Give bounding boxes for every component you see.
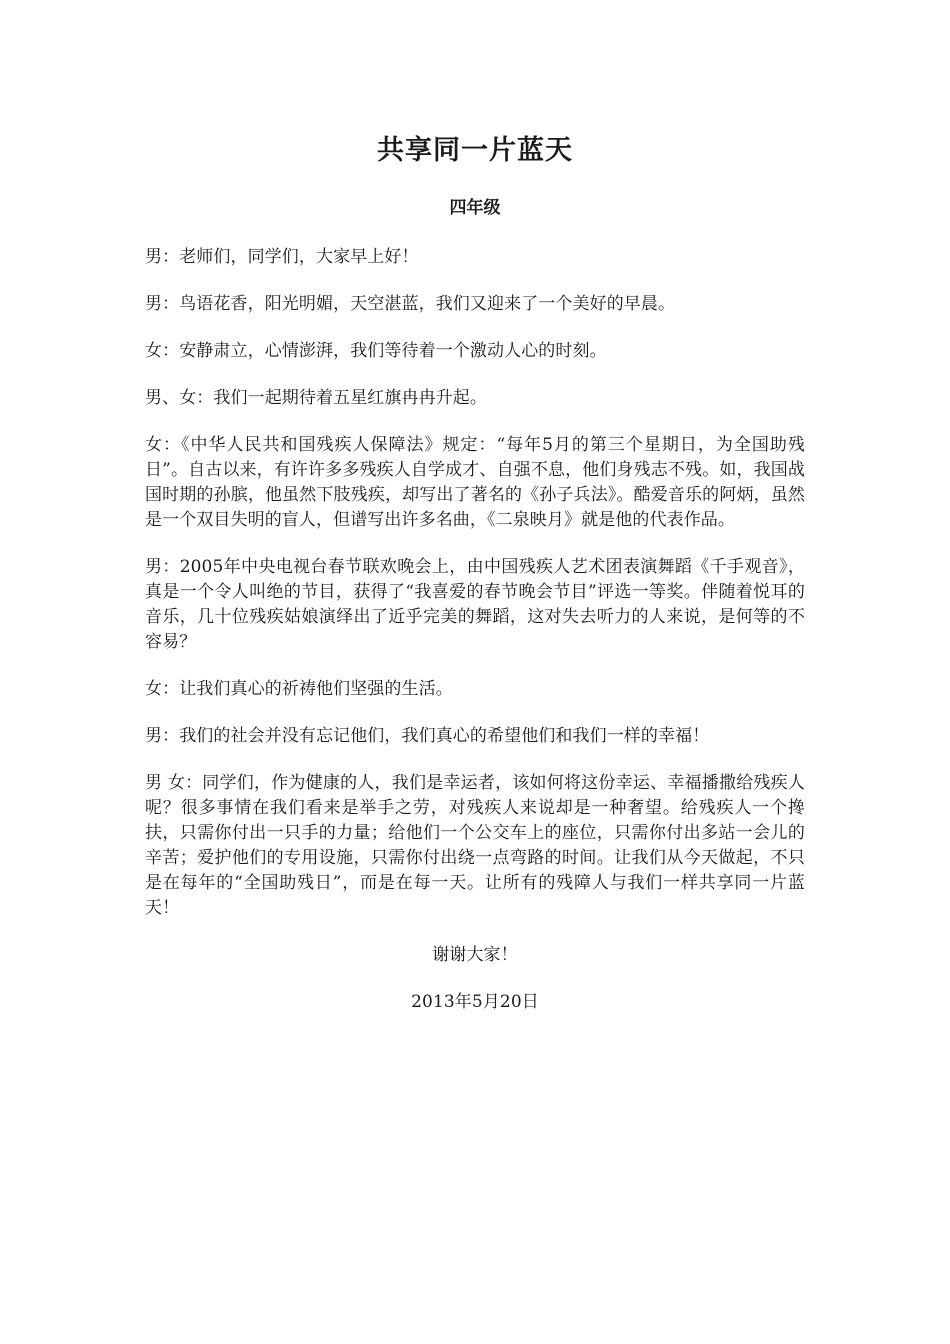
paragraph-morning: 男：鸟语花香，阳光明媚，天空湛蓝，我们又迎来了一个美好的早晨。 <box>145 294 676 314</box>
closing-thanks: 谢谢大家！ <box>432 945 518 965</box>
document-subtitle: 四年级 <box>449 198 501 218</box>
document-body <box>145 132 805 1015</box>
paragraph-waiting: 女：安静肃立，心情澎湃，我们等待着一个激动人心的时刻。 <box>145 341 607 361</box>
paragraph-call-to-action: 男 女：同学们，作为健康的人，我们是幸运者，该如何将这份幸运、幸福播撒给残疾人呢？很多事情在我们看来是举手之劳，对残疾人来说却是一种奢望。给残疾人一个搀扶，只需你付出一只手的力量；给他们一个公交车上的座位，只需你付出多站一会儿的辛苦；爱护他们的专用设施，只需你付出绕一点弯路的时间。让我们从今天做起，不只是在每年的“全国助残日”，而是在每一天。让所有的残障人与我们一样共享同一片蓝天！ <box>145 773 805 918</box>
paragraph-disability-day: 女：《中华人民共和国残疾人保障法》规定：“每年5月的第三个星期日，为全国助残日”。自古以来，有许许多多残疾人自学成才、自强不息，他们身残志不残。如，我国战国时期的孙膑，他虽然下肢残疾，却写出了著名的《孙子兵法》。酷爱音乐的阿炳，虽然是一个双目失明的盲人，但谱写出许多名曲，《二泉映月》就是他的代表作品。 <box>145 435 805 530</box>
paragraph-pray: 女：让我们真心的祈祷他们坚强的生活。 <box>145 679 453 699</box>
paragraph-flag-raising: 男、女：我们一起期待着五星红旗冉冉升起。 <box>145 388 487 408</box>
paragraph-society: 男：我们的社会并没有忘记他们，我们真心的希望他们和我们一样的幸福！ <box>145 726 710 746</box>
paragraph-thousand-hand: 男：2005年中央电视台春节联欢晚会上，由中国残疾人艺术团表演舞蹈《千手观音》，真是一个令人叫绝的节目，获得了“我喜爱的春节晚会节目”评选一等奖。伴随着悦耳的音乐，几十位残疾姑娘演绎出了近乎完美的舞蹈，这对失去听力的人来说，是何等的不容易？ <box>145 557 805 652</box>
paragraph-greeting: 男：老师们，同学们，大家早上好！ <box>145 247 419 267</box>
document-date: 2013年5月20日 <box>411 992 539 1012</box>
document-title: 共享同一片蓝天 <box>377 135 573 166</box>
